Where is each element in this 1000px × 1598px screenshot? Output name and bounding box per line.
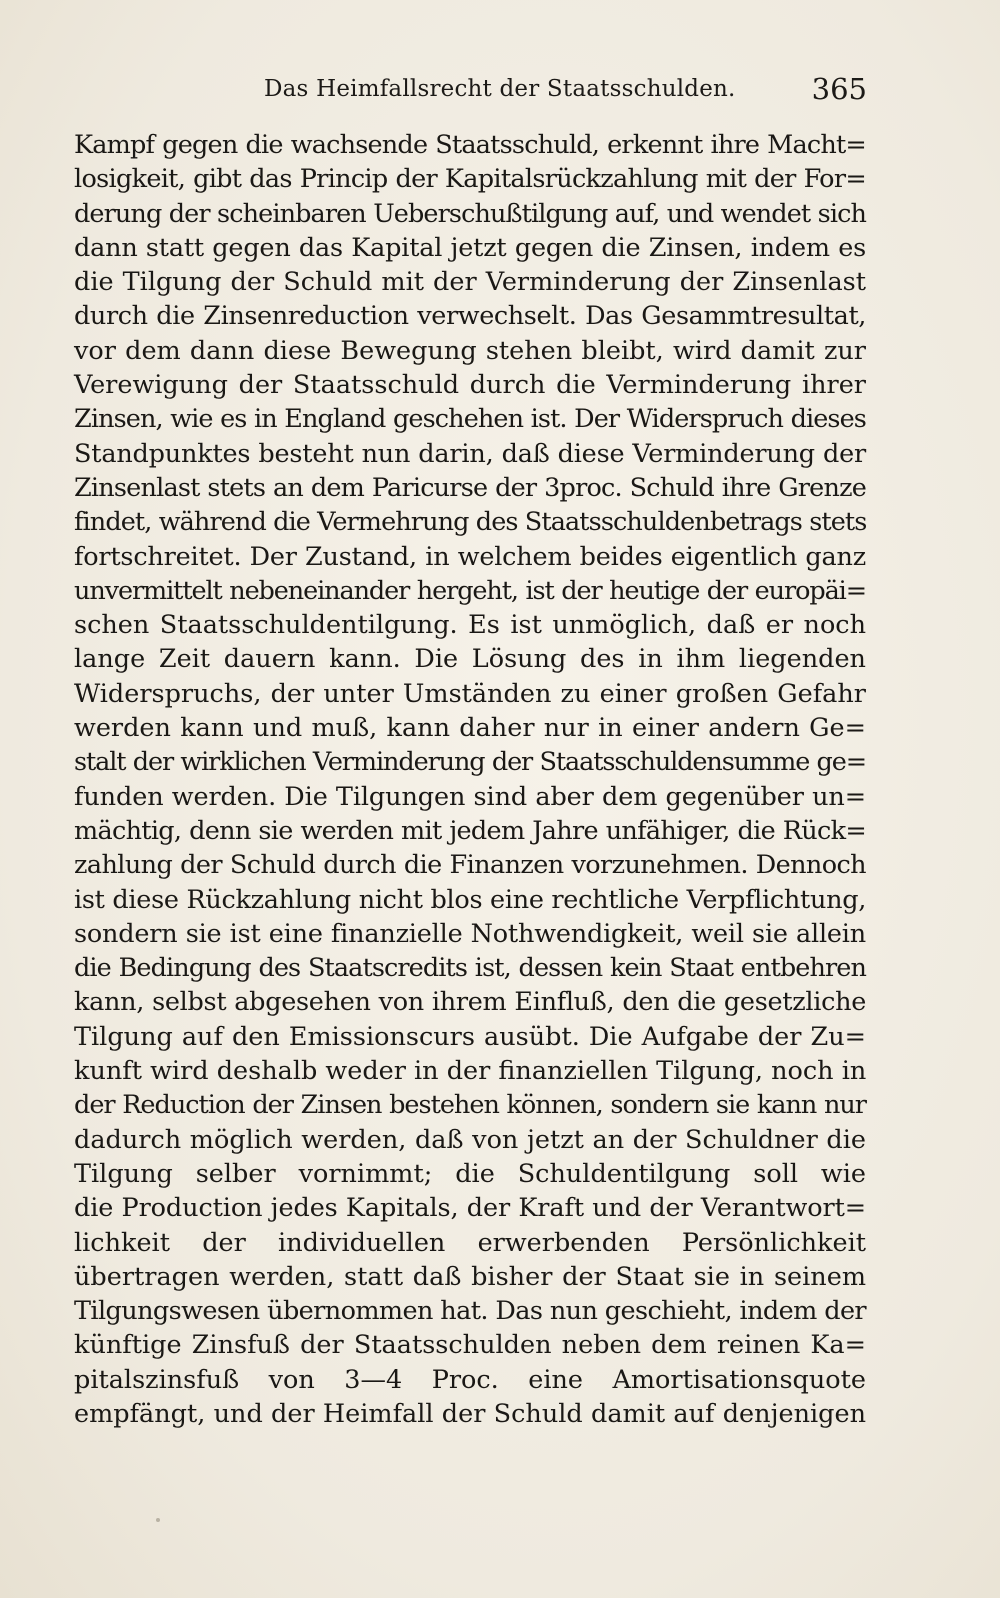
text-line: kunft wird deshalb weder in der finanziellen Tilgung, noch in	[74, 1056, 867, 1087]
text-line: pitalszinsfuß von 3—4 Proc. eine Amortisationsquote	[74, 1364, 866, 1395]
text-line: sondern sie ist eine finanzielle Nothwendigkeit, weil sie allein	[74, 918, 866, 949]
text-line: die Tilgung der Schuld mit der Verminderung der Zinsenlast	[74, 267, 866, 298]
text-line: dadurch möglich werden, daß von jetzt an der Schuldner die	[74, 1124, 866, 1155]
text-line: stalt der wirklichen Verminderung der Staatsschuldensumme ge=	[74, 747, 866, 778]
text-line: Kampf gegen die wachsende Staatsschuld, erkennt ihre Macht=	[74, 130, 866, 160]
text-line: mächtig, denn sie werden mit jedem Jahre unfähiger, die Rück=	[74, 815, 866, 846]
text-line: lichkeit der individuellen erwerbenden Persönlichkeit	[74, 1227, 866, 1258]
text-line: die Production jedes Kapitals, der Kraft und der Verantwort=	[74, 1193, 866, 1224]
text-line: losigkeit, gibt das Princip der Kapitalsrückzahlung mit der For=	[74, 164, 866, 195]
text-line: Zinsenlast stets an dem Paricurse der 3proc. Schuld ihre Grenze	[74, 472, 866, 503]
text-line: empfängt, und der Heimfall der Schuld damit auf denjenigen	[74, 1398, 866, 1429]
text-line: Tilgungswesen übernommen hat. Das nun geschieht, indem der	[74, 1296, 867, 1327]
text-line: die Bedingung des Staatscredits ist, dessen kein Staat entbehren	[74, 953, 866, 984]
text-line: zahlung der Schuld durch die Finanzen vorzunehmen. Dennoch	[74, 850, 866, 881]
text-line: schen Staatsschuldentilgung. Es ist unmöglich, daß er noch	[74, 610, 866, 641]
paper-speck	[156, 1518, 160, 1522]
text-line: kann, selbst abgesehen von ihrem Einfluß, den die gesetzliche	[74, 987, 866, 1018]
text-line: ist diese Rückzahlung nicht blos eine rechtliche Verpflichtung,	[74, 884, 867, 915]
text-line: lange Zeit dauern kann. Die Lösung des in ihm liegenden	[74, 644, 866, 675]
running-head: Das Heimfallsrecht der Staatsschulden.	[264, 76, 736, 102]
text-line: durch die Zinsenreduction verwechselt. Das Gesammtresultat,	[74, 301, 866, 332]
text-line: Widerspruchs, der unter Umständen zu einer großen Gefahr	[74, 678, 866, 709]
text-line: Zinsen, wie es in England geschehen ist. Der Widerspruch dieses	[74, 404, 866, 435]
text-line: Tilgung selber vornimmt; die Schuldentilgung soll wie	[74, 1158, 866, 1189]
text-line: Tilgung auf den Emissionscurs ausübt. Die Aufgabe der Zu=	[74, 1021, 866, 1052]
text-line: Standpunktes besteht nun darin, daß diese Verminderung der	[74, 438, 866, 469]
text-line: übertragen werden, statt daß bisher der Staat sie in seinem	[74, 1261, 866, 1292]
text-line: dann statt gegen das Kapital jetzt gegen die Zinsen, indem es	[74, 232, 866, 263]
text-line: werden kann und muß, kann daher nur in einer andern Ge=	[74, 713, 866, 744]
page-number: 365	[811, 72, 867, 106]
text-line: Verewigung der Staatsschuld durch die Verminderung ihrer	[74, 370, 866, 401]
text-line: funden werden. Die Tilgungen sind aber dem gegenüber un=	[74, 781, 866, 812]
body-text	[74, 128, 866, 1431]
text-line: künftige Zinsfuß der Staatsschulden neben dem reinen Ka=	[74, 1330, 866, 1361]
text-line: der Reduction der Zinsen bestehen können, sondern sie kann nur	[74, 1090, 866, 1121]
text-line: findet, während die Vermehrung des Staatsschuldenbetrags stets	[74, 507, 867, 538]
page-header	[74, 72, 866, 112]
text-line: unvermittelt nebeneinander hergeht, ist der heutige der europäi=	[74, 575, 866, 606]
text-line: vor dem dann diese Bewegung stehen bleibt, wird damit zur	[74, 335, 866, 366]
text-line: fortschreitet. Der Zustand, in welchem beides eigentlich ganz	[74, 541, 866, 572]
text-line: derung der scheinbaren Ueberschußtilgung auf, und wendet sich	[74, 198, 866, 229]
